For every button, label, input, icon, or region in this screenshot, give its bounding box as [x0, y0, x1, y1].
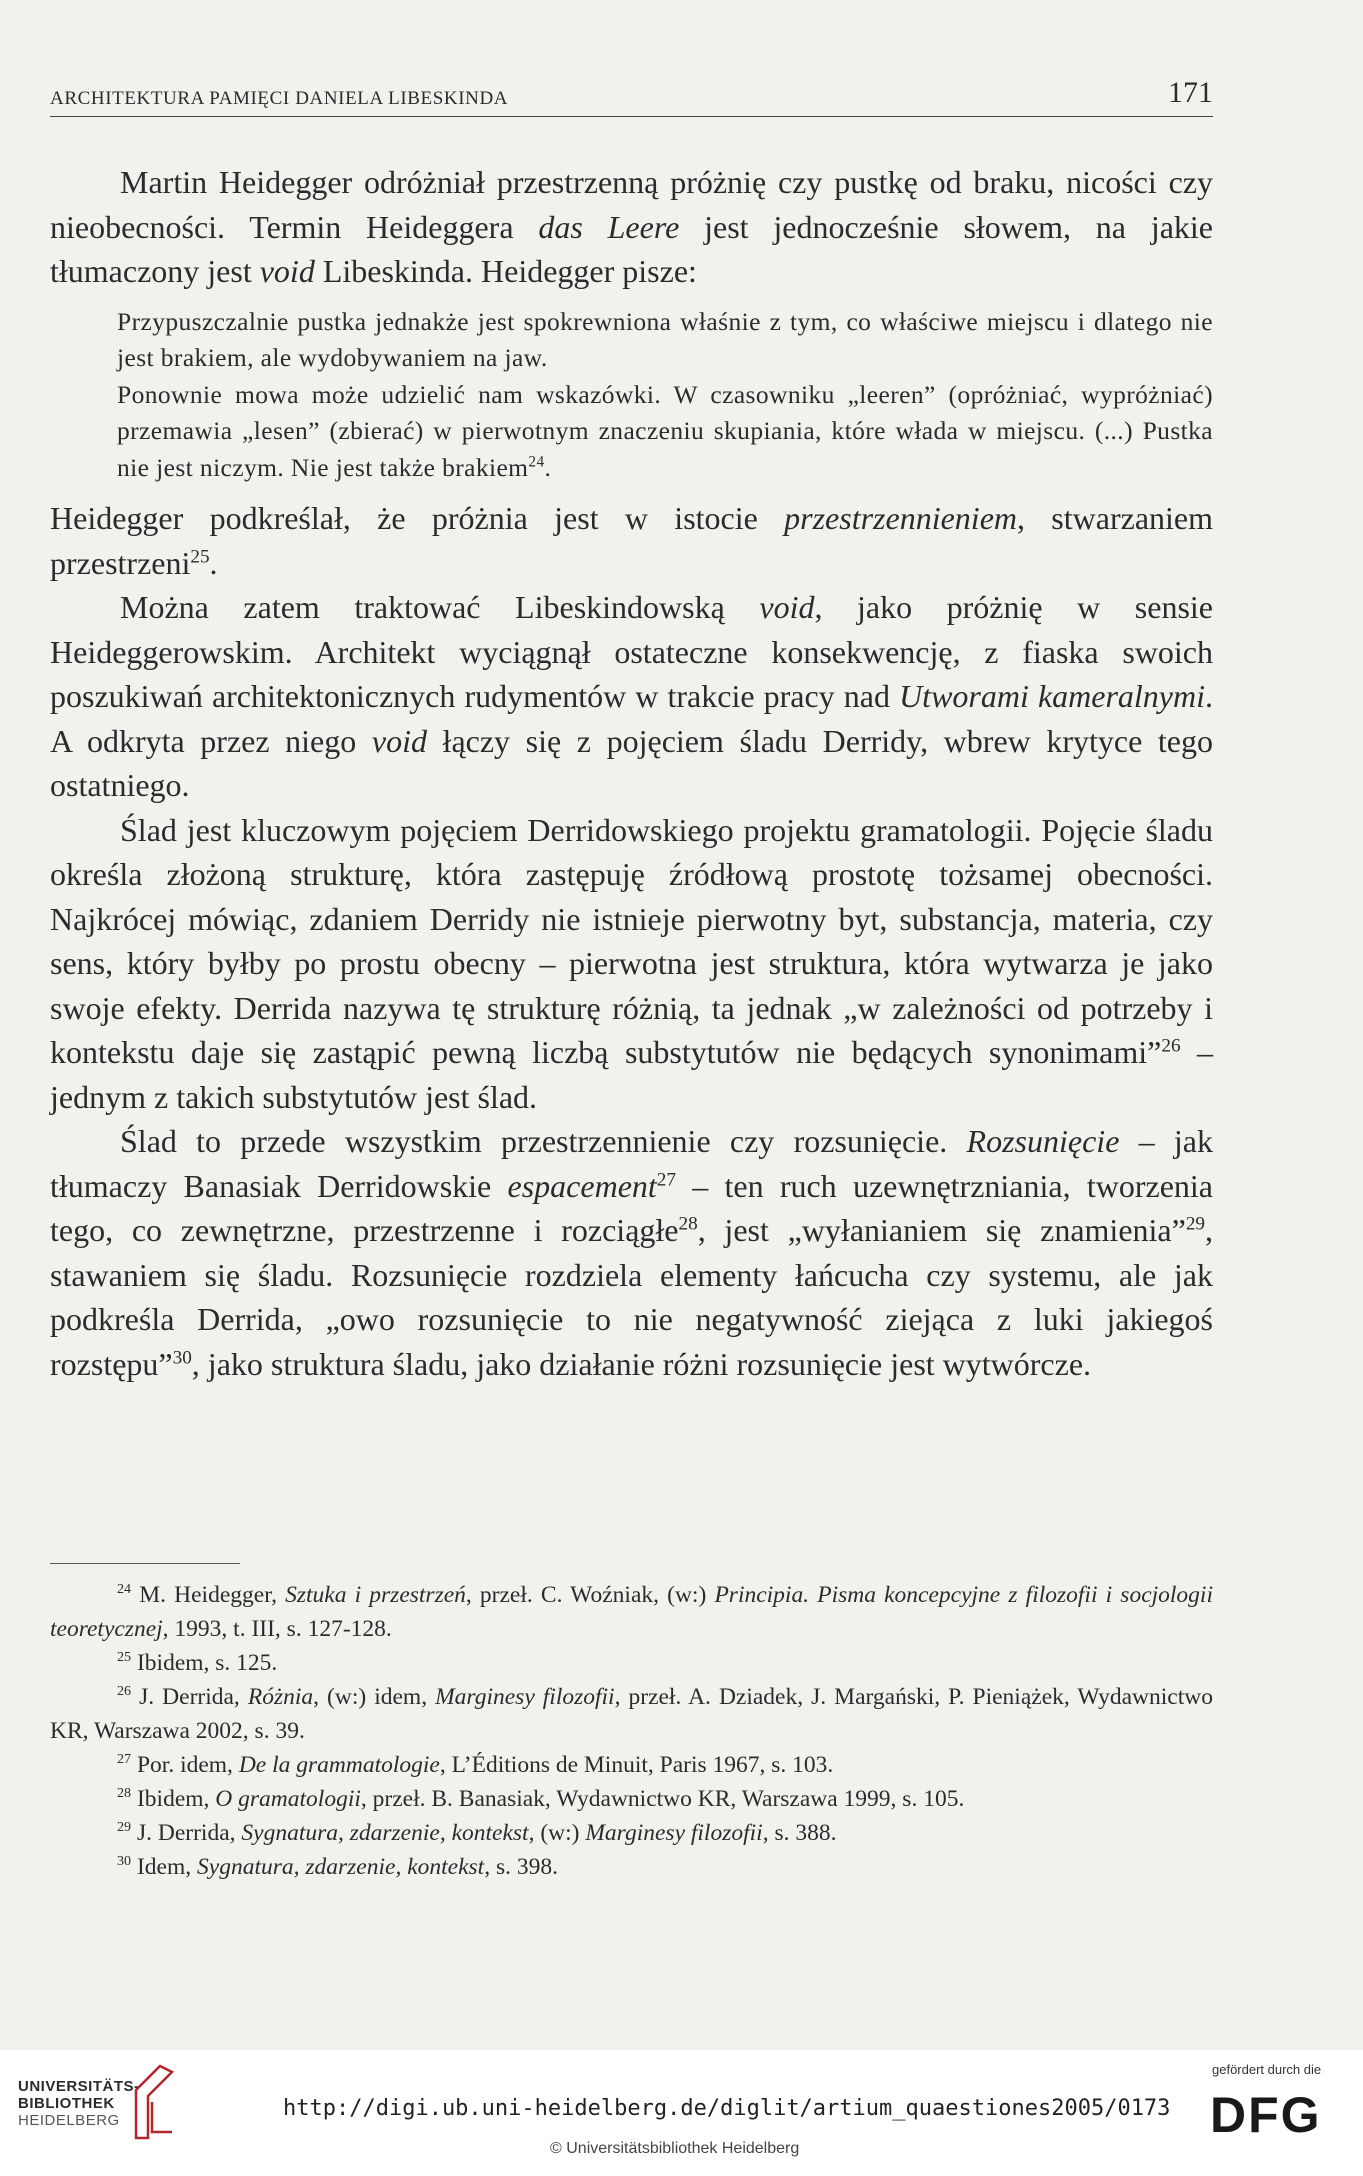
- footnote-ref-26[interactable]: 26: [1161, 1035, 1181, 1057]
- paragraph-2: Heidegger podkreślał, że próżnia jest w istocie przestrzennieniem, stwarzaniem przestrzeni$^{25}$.: [50, 500, 1214, 581]
- digital-copy-link[interactable]: http://digi.ub.uni-heidelberg.de/diglit/artium_quaestiones2005/0173: [283, 2096, 1171, 2121]
- funding-note: gefördert durch die: [1212, 2062, 1322, 2077]
- quote-paragraph-2: Ponownie mowa może udzielić nam wskazówki. W czasowniku „leeren” (opróżniać, wypróżniać) przemawia „lesen” (zbierać) w pierwotnym znaczeniu skupiania, które włada w miejscu. (...) Pustka nie jest niczym. Nie jest także brakiem$^{24}$.: [117, 379, 1213, 482]
- footnote-27: $^{27}$ Por. idem, De la grammatologie, L’Éditions de Minuit, Paris 1967, s. 103.: [117, 1751, 834, 1778]
- library-logo[interactable]: UNIVERSITÄTS- BIBLIOTHEK HEIDELBERG: [18, 2078, 140, 2129]
- page-number: 171: [1168, 76, 1213, 109]
- copyright-notice: © Universitätsbibliothek Heidelberg: [550, 2140, 800, 2157]
- footnote-24: $^{24}$ M. Heidegger, Sztuka i przestrzeń, przeł. C. Woźniak, (w:) Principia. Pisma koncepcyjne z filozofii i socjologii teoretycznej, 1993, t. III, s. 127-128.: [50, 1581, 1213, 1642]
- paragraph-3: Można zatem traktować Libeskindowską void, jako próżnię w sensie Heideggerowskim. Architekt wyciągnął ostateczne konsekwencję, z fiaska swoich poszukiwań architektonicznych rudymentów w trakcie pracy nad Utworami kameralnymi. A odkryta przez niego void łączy się z pojęciem śladu Derridy, wbrew krytyce tego ostatniego.: [50, 589, 1214, 803]
- paragraph-5: Ślad to przede wszystkim przestrzennienie czy rozsunięcie. Rozsunięcie – jak tłumaczy Banasiak Derridowskie espacement$^{27}$ – ten ruch uzewnętrzniania, tworzenia tego, co zewnętrzne, przestrzenne i rozciągłe$^{28}$, jest „wyłanianiem się znamienia”$^{29}$, stawaniem się śladu. Rozsunięcie rozdziela elementy łańcucha czy systemu, ale jak podkreśla Derrida, „owo rozsunięcie to nie negatywność ziejąca z luki jakiegoś rozstępu”$^{30}$, jako struktura śladu, jako działanie różni rozsunięcie jest wytwórcze.: [50, 1123, 1214, 1382]
- footnote-ref-28[interactable]: 28: [678, 1213, 698, 1235]
- footnote-ref-27[interactable]: 27: [656, 1168, 676, 1190]
- footnote-ref-30[interactable]: 30: [172, 1346, 192, 1368]
- running-title: ARCHITEKTURA PAMIĘCI DANIELA LIBESKINDA: [50, 88, 509, 109]
- running-header: [50, 76, 1213, 117]
- quote-paragraph-1: Przypuszczalnie pustka jednakże jest spokrewniona właśnie z tym, co właściwe miejscu i dlatego nie jest brakiem, ale wydobywaniem na jaw.: [117, 306, 1213, 372]
- library-mark-icon: [130, 2062, 178, 2142]
- footnotes: [50, 1578, 1213, 1884]
- footnote-ref-24[interactable]: 24: [528, 453, 545, 470]
- footnote-28: $^{28}$ Ibidem, O gramatologii, przeł. B. Banasiak, Wydawnictwo KR, Warszawa 1999, s. 105.: [117, 1785, 965, 1812]
- paragraph-4: Ślad jest kluczowym pojęciem Derridowskiego projektu gramatologii. Pojęcie śladu określa złożoną strukturę, która zastępuję źródłową prostotę tożsamej obecności. Najkrócej mówiąc, zdaniem Derridy nie istnieje pierwotny byt, substancja, materia, czy sens, który byłby po prostu obecny – pierwotna jest struktura, która wytwarza je jako swoje efekty. Derrida nazywa tę strukturę różnią, ta jednak „w zależności od potrzeby i kontekstu daje się zastąpić pewną liczbą substytutów nie będących synonimami”$^{26}$ – jednym z takich substytutów jest ślad.: [50, 811, 1214, 1115]
- paragraph-1: Martin Heidegger odróżniał przestrzenną próżnię czy pustkę od braku, nicości czy nieobecności. Termin Heideggera das Leere jest jednocześnie słowem, na jakie tłumaczony jest void Libeskinda. Heidegger pisze:: [50, 164, 1214, 289]
- main-text: [50, 160, 1213, 1386]
- footnote-ref-29[interactable]: 29: [1185, 1213, 1206, 1235]
- block-quote: [117, 304, 1213, 487]
- footnote-29: $^{29}$ J. Derrida, Sygnatura, zdarzenie, kontekst, (w:) Marginesy filozofii, s. 388.: [117, 1819, 837, 1846]
- footnote-26: $^{26}$ J. Derrida, Różnia, (w:) idem, Marginesy filozofii, przeł. A. Dziadek, J. Margański, P. Pieniążek, Wydawnictwo KR, Warszawa 2002, s. 39.: [50, 1683, 1213, 1744]
- dfg-logo[interactable]: DFG: [1210, 2087, 1322, 2143]
- footnote-30: $^{30}$ Idem, Sygnatura, zdarzenie, kontekst, s. 398.: [117, 1853, 558, 1880]
- footnote-divider: [50, 1563, 240, 1564]
- footnote-ref-25[interactable]: 25: [190, 545, 210, 567]
- footnote-25: $^{25}$ Ibidem, s. 125.: [117, 1649, 278, 1676]
